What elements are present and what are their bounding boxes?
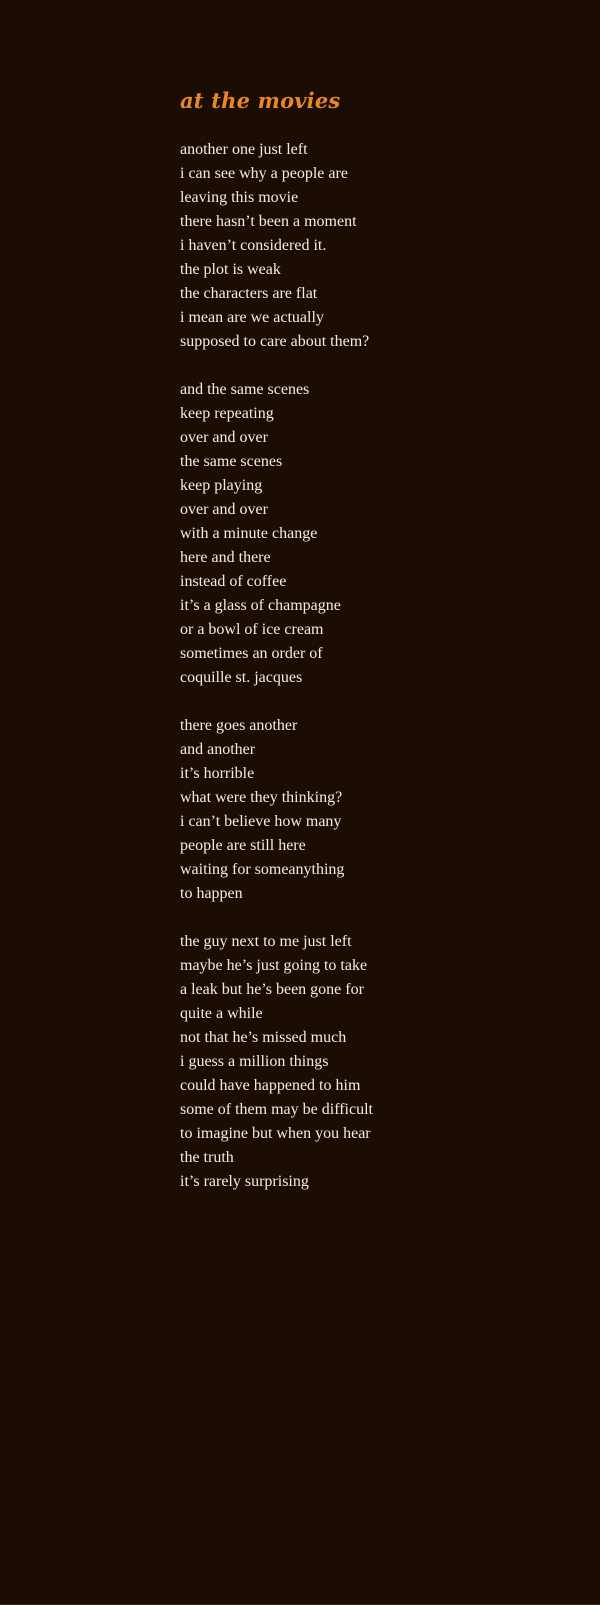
stanza (180, 714, 580, 906)
poem-line: the guy next to me just left (180, 933, 352, 950)
poem-line: what were they thinking? (180, 789, 343, 806)
poem-line: i mean are we actually (180, 309, 324, 326)
poem-line: it’s a glass of champagne (180, 597, 341, 614)
poem-line: supposed to care about them? (180, 333, 370, 350)
poem-line: with a minute change (180, 525, 318, 542)
poem-line: the truth (180, 1149, 234, 1166)
poem (180, 84, 580, 1194)
poem-line: maybe he’s just going to take (180, 957, 368, 974)
poem-line: sometimes an order of (180, 645, 323, 662)
poem-line: i can see why a people are (180, 165, 348, 182)
poem-line: waiting for someanything (180, 861, 345, 878)
poem-line: there goes another (180, 717, 298, 734)
poem-line: over and over (180, 501, 268, 518)
poem-line: the same scenes (180, 453, 283, 470)
stanza (180, 930, 580, 1194)
poem-line: it’s horrible (180, 765, 255, 782)
poem-line: could have happened to him (180, 1077, 361, 1094)
poem-line: keep repeating (180, 405, 274, 422)
poem-line: a leak but he’s been gone for (180, 981, 364, 998)
poem-line: not that he’s missed much (180, 1029, 347, 1046)
poem-body (180, 138, 580, 1194)
poem-line: i haven’t considered it. (180, 237, 327, 254)
poem-line: over and over (180, 429, 268, 446)
poem-line: keep playing (180, 477, 263, 494)
poem-line: people are still here (180, 837, 306, 854)
poem-line: here and there (180, 549, 271, 566)
poem-line: leaving this movie (180, 189, 299, 206)
poem-title: at the movies (180, 88, 341, 113)
poem-line: coquille st. jacques (180, 669, 303, 686)
stanza (180, 138, 580, 354)
stanza (180, 378, 580, 690)
poem-line: or a bowl of ice cream (180, 621, 324, 638)
poem-line: to imagine but when you hear (180, 1125, 371, 1142)
poem-line: some of them may be difficult (180, 1101, 373, 1118)
poem-line: i guess a million things (180, 1053, 329, 1070)
poem-line: quite a while (180, 1005, 263, 1022)
poem-line: the characters are flat (180, 285, 318, 302)
poem-line: there hasn’t been a moment (180, 213, 357, 230)
poem-line: and the same scenes (180, 381, 310, 398)
poem-line: it’s rarely surprising (180, 1173, 309, 1190)
poem-line: instead of coffee (180, 573, 287, 590)
poem-line: another one just left (180, 141, 308, 158)
poem-line: the plot is weak (180, 261, 281, 278)
poem-line: i can’t believe how many (180, 813, 342, 830)
poem-line: and another (180, 741, 256, 758)
poem-line: to happen (180, 885, 243, 902)
